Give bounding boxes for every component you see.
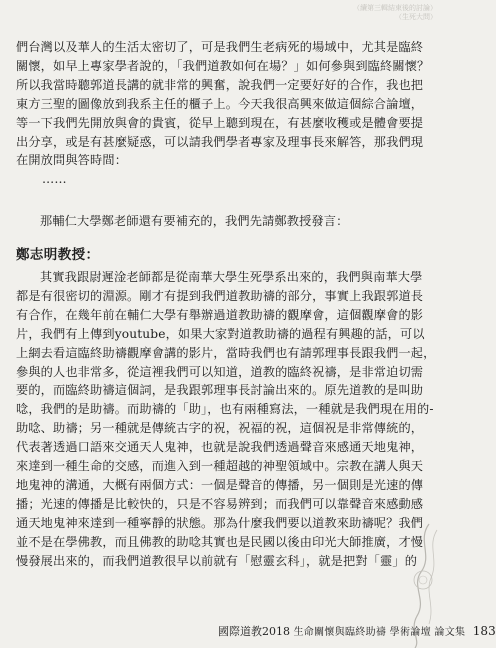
header-watermark bbox=[287, 4, 437, 40]
text-line: 所以我當時聽郭道長講的就非常的興奮，說我們一定要好好的合作，我也把 bbox=[16, 77, 424, 92]
text-line: 助唸、助禱；另一種就是傳統古字的祝，祝福的祝，這個祝是非常傳統的， bbox=[16, 421, 424, 436]
text-line: 在開放問與答時間： bbox=[16, 153, 128, 168]
text-line: 等一下我們先開放與會的貴賓，從早上聽到現在，有甚麼收穫或是體會要提 bbox=[16, 115, 424, 130]
footer-collection: 論文集 bbox=[434, 627, 466, 638]
text-line: 東方三聖的圖像放到我系主任的櫃子上。今天我很高興來做這個綜合論壇， bbox=[16, 96, 424, 111]
header-watermark-line: （續第三輯結束後的討論） bbox=[353, 4, 437, 12]
text-line: 通天地鬼神來達到一種寧靜的狀態。那為什麼我們要以道教來助禱呢？我們 bbox=[16, 515, 424, 530]
speaker-heading: 鄭志明教授： bbox=[16, 247, 100, 263]
text-line: 都是有很密切的淵源。剛才有提到我們道教助禱的部分，事實上我跟郭道長 bbox=[16, 288, 424, 303]
page-footer bbox=[218, 623, 496, 639]
text-line: 參與的人也非常多，從這裡我們可以知道，道教的臨終祝禱，是非常迫切需 bbox=[16, 364, 424, 379]
footer-journal: 生命關懷與臨終助禱 學術論壇 bbox=[293, 627, 431, 638]
header-watermark-line: （生死大問） bbox=[395, 13, 437, 21]
text-line: 播；光速的傳播是比較快的，只是不容易辨到；而我們可以靠聲音來感動感 bbox=[16, 496, 424, 511]
text-line: 片，我們有上傳到youtube，如果大家對道教助禱的過程有興趣的話，可以 bbox=[16, 326, 425, 341]
text-line: 有合作，在幾年前在輔仁大學有舉辦過道教助禱的觀摩會，這個觀摩會的影 bbox=[16, 307, 424, 322]
paragraph-moderator bbox=[16, 38, 430, 189]
text-line: 要的，而臨終助禱這個詞，是我跟郭理事長討論出來的。原先道教的是叫助 bbox=[16, 383, 424, 398]
text-line: 來達到一種生命的交感，而進入到一種超越的神聖領域中。宗教在講人與天 bbox=[16, 459, 424, 474]
page-number: 183 bbox=[472, 624, 496, 638]
text-line: 地鬼神的溝通，大概有兩個方式：一個是聲音的傳播，另一個則是光速的傳 bbox=[16, 477, 424, 492]
paragraph-speaker-remarks bbox=[16, 268, 436, 571]
text-line: 那輔仁大學鄭老師還有要補充的，我們先請鄭教授發言： bbox=[40, 214, 349, 228]
text-line: 代表著透過口語來交通天人鬼神，也就是說我們透過聲音來感通天地鬼神， bbox=[16, 440, 424, 455]
paragraph-transition bbox=[16, 212, 420, 231]
text-line: 並不是在學佛教，而且佛教的助唸其實也是民國以後由印光大師推廣，才慢 bbox=[16, 534, 424, 549]
text-line: 關懷，如早上專家學者說的，「我們道教如何在場？」如何參與到臨終關懷？ bbox=[16, 58, 430, 73]
ellipsis: …… bbox=[42, 172, 67, 187]
text-line: 慢發展出來的，而我們道教很早以前就有「慰靈玄科」，就是把對「靈」的 bbox=[16, 553, 418, 568]
text-line: 唸，我們的是助禱。而助禱的「助」，也有兩種寫法，一種就是我們現在用的- bbox=[16, 402, 434, 417]
text-line: 出分享，或是有甚麼疑惑，可以請我們學者專家及理事長來解答，那我們現 bbox=[16, 134, 424, 149]
text-line: 上網去看這臨終助禱觀摩會講的影片，當時我們也有請郭理事長跟我們一起， bbox=[16, 345, 436, 360]
text-line: 們台灣以及華人的生活太密切了，可是我們生老病死的場域中，尤其是臨終 bbox=[16, 40, 424, 54]
footer-conference: 國際道教2018 bbox=[218, 625, 290, 638]
text-line: 其實我跟尉遲淦老師都是從南華大學生死學系出來的，我們與南華大學 bbox=[40, 270, 423, 284]
